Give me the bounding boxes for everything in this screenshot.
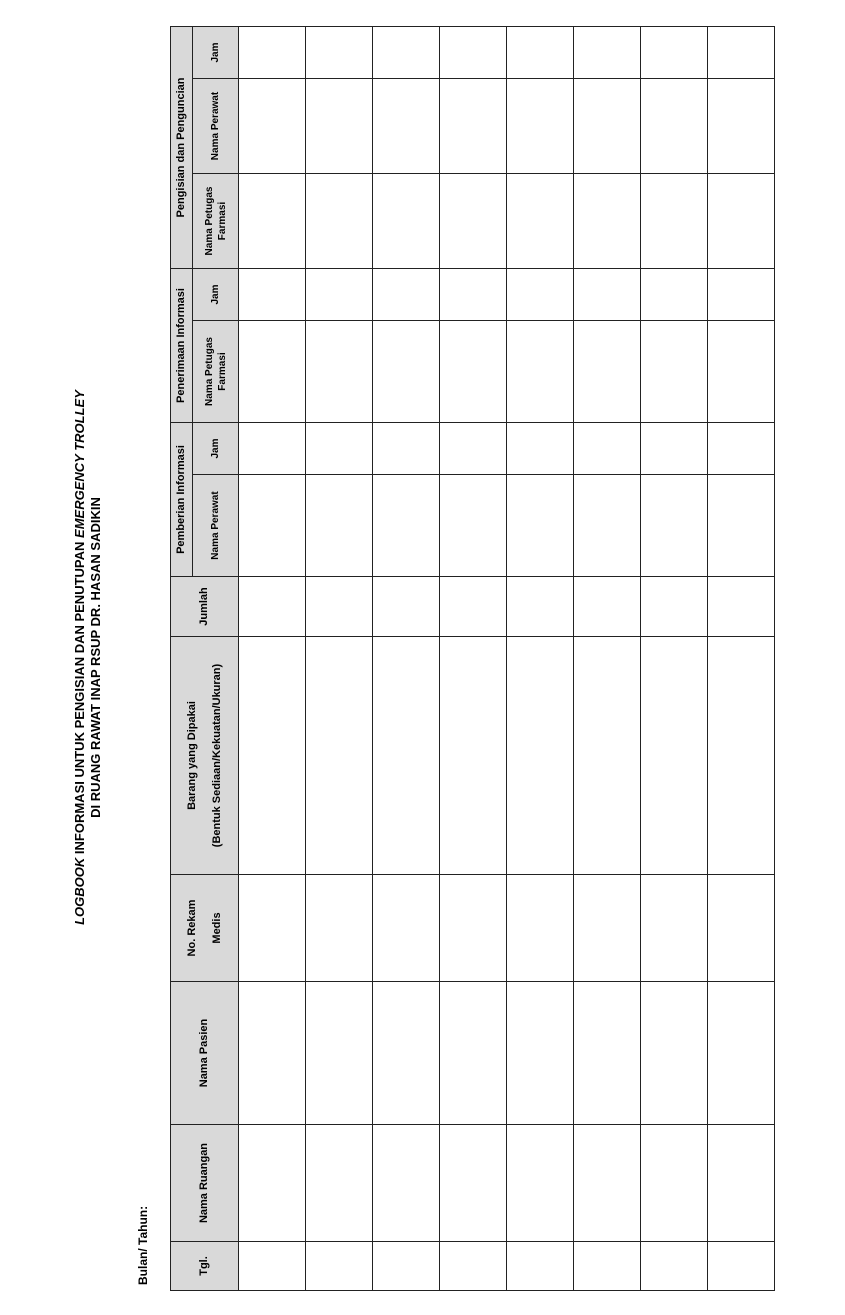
period-label: Bulan/ Tahun: (136, 1205, 150, 1285)
table-cell[interactable] (306, 174, 373, 269)
table-cell[interactable] (507, 423, 574, 475)
table-cell[interactable] (641, 79, 708, 174)
table-cell[interactable] (306, 577, 373, 637)
table-cell[interactable] (708, 174, 775, 269)
table-row (373, 27, 440, 1291)
header-barang-line2: (Bentuk Sediaan/Kekuatan/Ukuran) (210, 663, 223, 848)
table-cell[interactable] (507, 321, 574, 423)
table-cell[interactable] (708, 423, 775, 475)
table-cell[interactable] (641, 1125, 708, 1242)
table-cell[interactable] (641, 174, 708, 269)
header-no-rekam-medis (171, 875, 239, 982)
table-cell[interactable] (708, 269, 775, 321)
table-cell[interactable] (373, 269, 440, 321)
table-cell[interactable] (373, 475, 440, 577)
header-barang-dipakai (171, 637, 239, 875)
table-cell[interactable] (507, 79, 574, 174)
header-nama-pasien: Nama Pasien (171, 982, 239, 1125)
header-barang-line1: Barang yang Dipakai (185, 701, 198, 810)
table-row (306, 27, 373, 1291)
table-cell[interactable] (574, 79, 641, 174)
table-cell[interactable] (306, 1125, 373, 1242)
table-cell[interactable] (641, 269, 708, 321)
header-no-rekam-line1: No. Rekam (185, 899, 198, 957)
header-penerimaan-informasi: Penerimaan Informasi (171, 269, 193, 423)
table-cell[interactable] (641, 982, 708, 1125)
table-cell[interactable] (440, 982, 507, 1125)
table-cell[interactable] (507, 475, 574, 577)
table-cell[interactable] (574, 475, 641, 577)
table-row (239, 27, 306, 1291)
table-cell[interactable] (507, 982, 574, 1125)
table-cell[interactable] (440, 475, 507, 577)
table-cell[interactable] (440, 1242, 507, 1291)
table-cell[interactable] (373, 27, 440, 79)
subheader-penerimaan-jam: Jam (193, 269, 239, 321)
table-cell[interactable] (239, 637, 306, 875)
table-cell[interactable] (440, 577, 507, 637)
title-emergency-trolley: EMERGENCY TROLLEY (72, 390, 87, 538)
table-cell[interactable] (708, 1242, 775, 1291)
table-body (239, 27, 775, 1291)
subheader-pengisian-nama-perawat: Nama Perawat (193, 79, 239, 174)
title-main: INFORMASI UNTUK PENGISIAN DAN PENUTUPAN (72, 541, 87, 855)
table-cell[interactable] (373, 79, 440, 174)
header-no-rekam-line2: Medis (210, 912, 223, 944)
table-cell[interactable] (239, 1242, 306, 1291)
table-cell[interactable] (440, 637, 507, 875)
table-cell[interactable] (373, 1125, 440, 1242)
table-cell[interactable] (306, 475, 373, 577)
table-cell[interactable] (708, 982, 775, 1125)
table-cell[interactable] (373, 174, 440, 269)
subheader-penerimaan-nama-petugas: Nama Petugas Farmasi (193, 321, 239, 423)
logbook-table (170, 26, 775, 1291)
header-pemberian-informasi: Pemberian Informasi (171, 423, 193, 577)
table-cell[interactable] (239, 577, 306, 637)
table-cell[interactable] (574, 577, 641, 637)
table-cell[interactable] (507, 875, 574, 982)
header-pengisian-penguncian: Pengisian dan Penguncian (171, 27, 193, 269)
page-subtitle: DI RUANG RAWAT INAP RSUP DR. HASAN SADIKIN (88, 497, 103, 818)
table-cell[interactable] (641, 27, 708, 79)
table-cell[interactable] (507, 27, 574, 79)
table-cell[interactable] (306, 79, 373, 174)
header-jumlah: Jumlah (171, 577, 239, 637)
table-cell[interactable] (373, 637, 440, 875)
table-row (507, 27, 574, 1291)
table-row (574, 27, 641, 1291)
table-row (440, 27, 507, 1291)
table-cell[interactable] (574, 321, 641, 423)
table-cell[interactable] (708, 875, 775, 982)
table-cell[interactable] (574, 27, 641, 79)
subheader-pemberian-jam: Jam (193, 423, 239, 475)
header-tgl: Tgl. (171, 1242, 239, 1291)
table-row (641, 27, 708, 1291)
table-cell[interactable] (440, 875, 507, 982)
table-cell[interactable] (641, 321, 708, 423)
table-cell[interactable] (708, 1125, 775, 1242)
page-title (72, 0, 88, 1315)
table-cell[interactable] (507, 269, 574, 321)
table-cell[interactable] (239, 321, 306, 423)
table-cell[interactable] (574, 637, 641, 875)
header-nama-ruangan: Nama Ruangan (171, 1125, 239, 1242)
table-cell[interactable] (708, 321, 775, 423)
table-cell[interactable] (440, 174, 507, 269)
title-logbook: LOGBOOK (72, 857, 87, 925)
table-cell[interactable] (239, 475, 306, 577)
table-cell[interactable] (641, 637, 708, 875)
table-cell[interactable] (440, 269, 507, 321)
table-cell[interactable] (507, 637, 574, 875)
table-cell[interactable] (440, 27, 507, 79)
table-cell[interactable] (306, 875, 373, 982)
table-cell[interactable] (373, 321, 440, 423)
table-cell[interactable] (641, 875, 708, 982)
table-cell[interactable] (708, 27, 775, 79)
table-row (708, 27, 775, 1291)
table-cell[interactable] (440, 1125, 507, 1242)
table-cell[interactable] (507, 1242, 574, 1291)
subheader-pengisian-jam: Jam (193, 27, 239, 79)
table-cell[interactable] (574, 875, 641, 982)
table-cell[interactable] (306, 321, 373, 423)
table-cell[interactable] (641, 475, 708, 577)
table-wrapper (152, 0, 845, 1315)
table-cell[interactable] (373, 1242, 440, 1291)
table-cell[interactable] (507, 174, 574, 269)
table-cell[interactable] (373, 423, 440, 475)
table-cell[interactable] (239, 79, 306, 174)
table-cell[interactable] (239, 875, 306, 982)
table-cell[interactable] (239, 423, 306, 475)
subheader-pengisian-nama-petugas: Nama Petugas Farmasi (193, 174, 239, 269)
table-cell[interactable] (306, 637, 373, 875)
table-cell[interactable] (708, 577, 775, 637)
table-cell[interactable] (641, 577, 708, 637)
table-cell[interactable] (574, 174, 641, 269)
table-cell[interactable] (239, 982, 306, 1125)
table-cell[interactable] (574, 269, 641, 321)
table-cell[interactable] (306, 27, 373, 79)
table-cell[interactable] (306, 982, 373, 1125)
table-cell[interactable] (373, 875, 440, 982)
table-cell[interactable] (306, 1242, 373, 1291)
table-cell[interactable] (507, 1125, 574, 1242)
table-cell[interactable] (239, 27, 306, 79)
table-cell[interactable] (306, 423, 373, 475)
table-cell[interactable] (708, 637, 775, 875)
table-cell[interactable] (708, 475, 775, 577)
table-cell[interactable] (373, 577, 440, 637)
table-cell[interactable] (440, 423, 507, 475)
table-cell[interactable] (373, 982, 440, 1125)
table-cell[interactable] (239, 1125, 306, 1242)
subheader-pemberian-nama-perawat: Nama Perawat (193, 475, 239, 577)
table-cell[interactable] (440, 79, 507, 174)
table-cell[interactable] (574, 982, 641, 1125)
table-cell[interactable] (306, 269, 373, 321)
table-cell[interactable] (440, 321, 507, 423)
table-cell[interactable] (708, 79, 775, 174)
table-cell[interactable] (507, 577, 574, 637)
table-cell[interactable] (641, 423, 708, 475)
table-cell[interactable] (574, 1125, 641, 1242)
table-cell[interactable] (239, 269, 306, 321)
table-cell[interactable] (574, 423, 641, 475)
table-cell[interactable] (239, 174, 306, 269)
table-cell[interactable] (574, 1242, 641, 1291)
table-cell[interactable] (641, 1242, 708, 1291)
